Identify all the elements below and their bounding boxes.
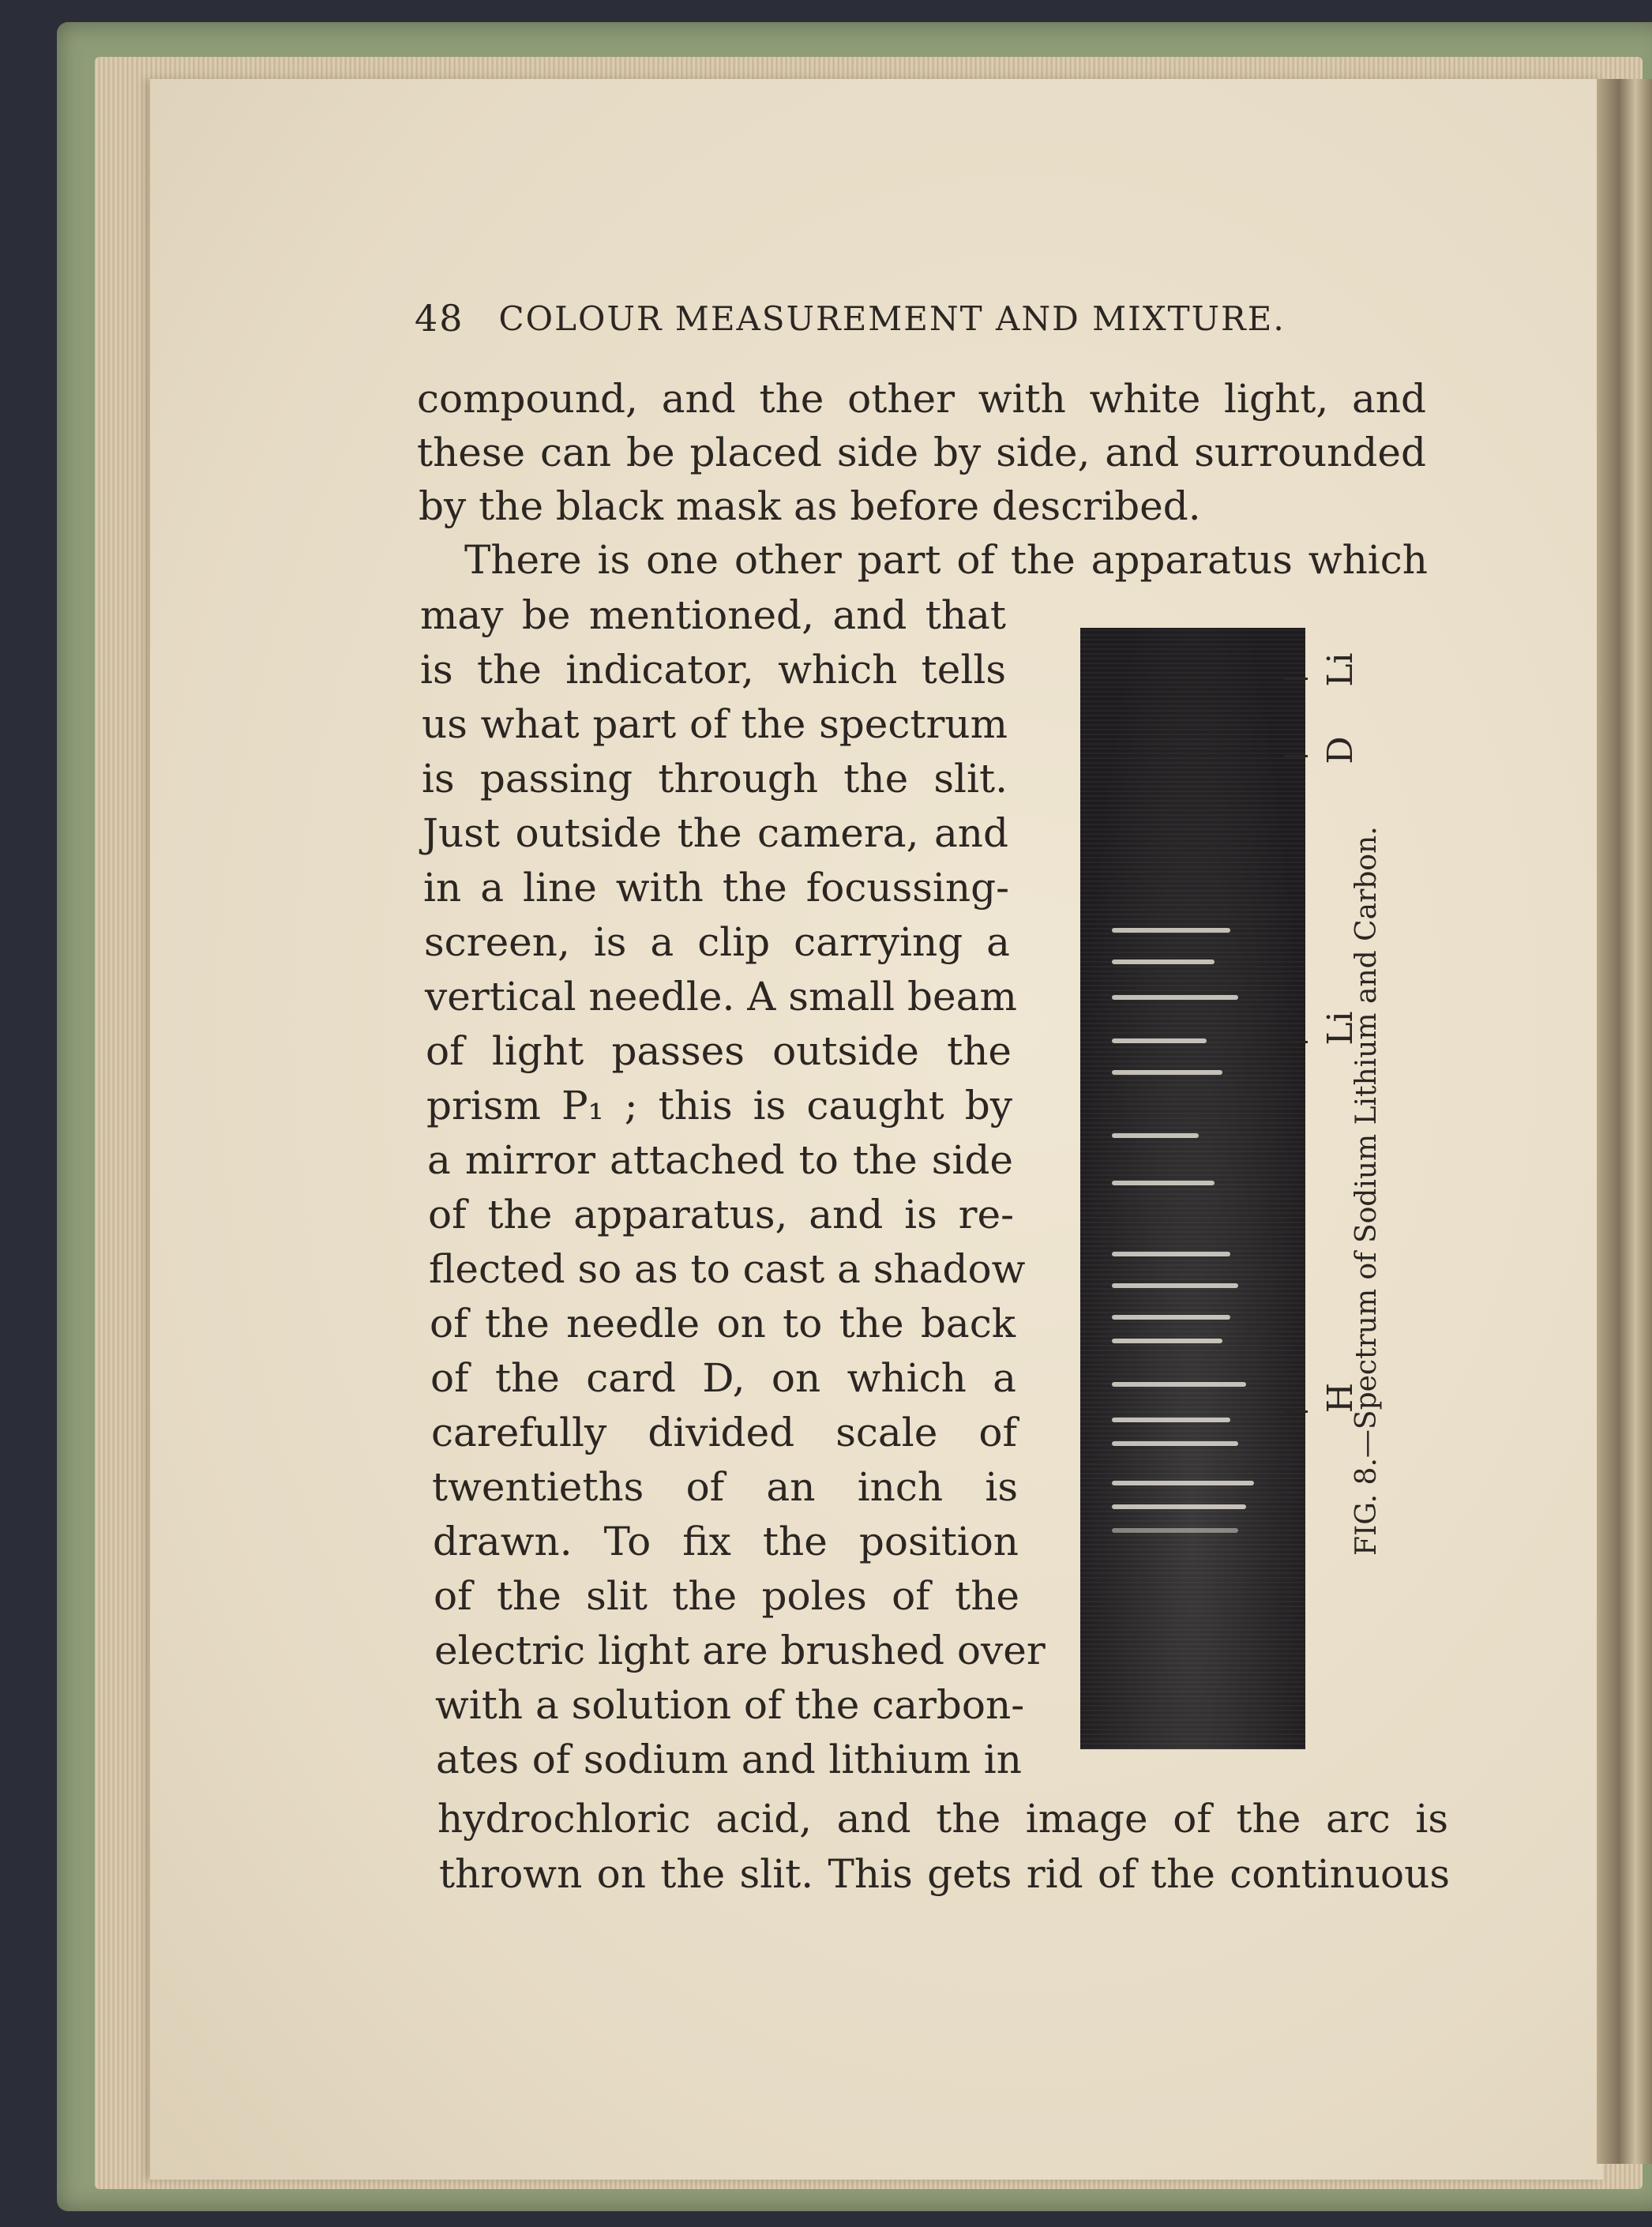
text-line: is the indicator, which tells	[420, 647, 1006, 693]
text-line: of the slit the poles of the	[434, 1573, 1019, 1619]
text-line: prism P₁ ; this is caught by	[426, 1083, 1012, 1129]
text-line: of the card D, on which a	[430, 1355, 1016, 1401]
text-line: by the black mask as before described.	[419, 483, 1201, 529]
text-line: compound, and the other with white light, and	[417, 376, 1426, 422]
page-number: 48	[415, 297, 464, 340]
text-line: may be mentioned, and that	[420, 592, 1006, 638]
marker-tick	[1284, 678, 1308, 680]
marker-h: H	[1320, 1382, 1361, 1414]
text-line: a mirror attached to the side	[427, 1137, 1013, 1183]
text-line: of light passes outside the	[426, 1028, 1012, 1074]
text-line: in a line with the focussing-	[423, 865, 1009, 911]
text-line: with a solution of the carbon-	[435, 1682, 1025, 1728]
text-line: screen, is a clip carrying a	[424, 919, 1010, 965]
text-line: is passing through the slit.	[422, 756, 1008, 802]
figure-caption: FIG. 8.—Spectrum of Sodium Lithium and Carbon.	[1350, 826, 1383, 1556]
marker-tick	[1284, 1041, 1308, 1043]
spectral-line	[1112, 928, 1230, 933]
text-line: twentieths of an inch is	[432, 1464, 1018, 1510]
spectral-line	[1112, 1315, 1230, 1320]
spectral-line	[1112, 1133, 1199, 1138]
text-line: electric light are brushed over	[434, 1628, 1046, 1673]
spectral-line	[1112, 1070, 1222, 1075]
marker-tick	[1284, 1410, 1308, 1413]
text-line: There is one other part of the apparatus which	[464, 537, 1428, 583]
text-line: of the apparatus, and is re-	[428, 1192, 1014, 1237]
marker-li-top: Li	[1320, 652, 1361, 687]
text-line: ates of sodium and lithium in	[436, 1737, 1022, 1782]
spectral-line	[1112, 1441, 1238, 1446]
spectrum-figure	[1080, 628, 1305, 1749]
spectral-line	[1112, 1038, 1207, 1043]
text-line: vertical needle. A small beam	[425, 974, 1017, 1020]
book-spine	[1597, 79, 1652, 2164]
text-line: Just outside the camera, and	[422, 810, 1008, 856]
text-line: drawn. To fix the position	[433, 1519, 1019, 1564]
text-line: these can be placed side by side, and surrounded	[417, 430, 1426, 475]
text-line: of the needle on to the back	[430, 1301, 1016, 1346]
spectral-line	[1112, 1283, 1238, 1288]
text-line: flected so as to cast a shadow	[429, 1246, 1026, 1292]
spectral-line	[1112, 1481, 1254, 1485]
marker-li-mid: Li	[1320, 1011, 1361, 1046]
spectral-line	[1112, 1504, 1246, 1509]
spectral-line	[1112, 960, 1215, 964]
text-line: thrown on the slit. This gets rid of the continuous	[439, 1851, 1450, 1897]
running-header	[415, 291, 1346, 346]
spectral-line	[1112, 1252, 1230, 1256]
marker-d: D	[1320, 736, 1361, 764]
marker-tick	[1284, 755, 1308, 757]
spectral-line	[1112, 1382, 1246, 1387]
text-line: us what part of the spectrum	[422, 701, 1008, 747]
text-line: carefully divided scale of	[431, 1410, 1017, 1455]
spectral-line	[1112, 995, 1238, 1000]
running-title: COLOUR MEASUREMENT AND MIXTURE.	[498, 299, 1286, 338]
spectral-line	[1112, 1418, 1230, 1422]
spectral-line	[1112, 1181, 1215, 1185]
text-line: hydrochloric acid, and the image of the arc is	[437, 1796, 1448, 1842]
spectral-line	[1112, 1528, 1238, 1533]
spectral-line	[1112, 1339, 1222, 1343]
